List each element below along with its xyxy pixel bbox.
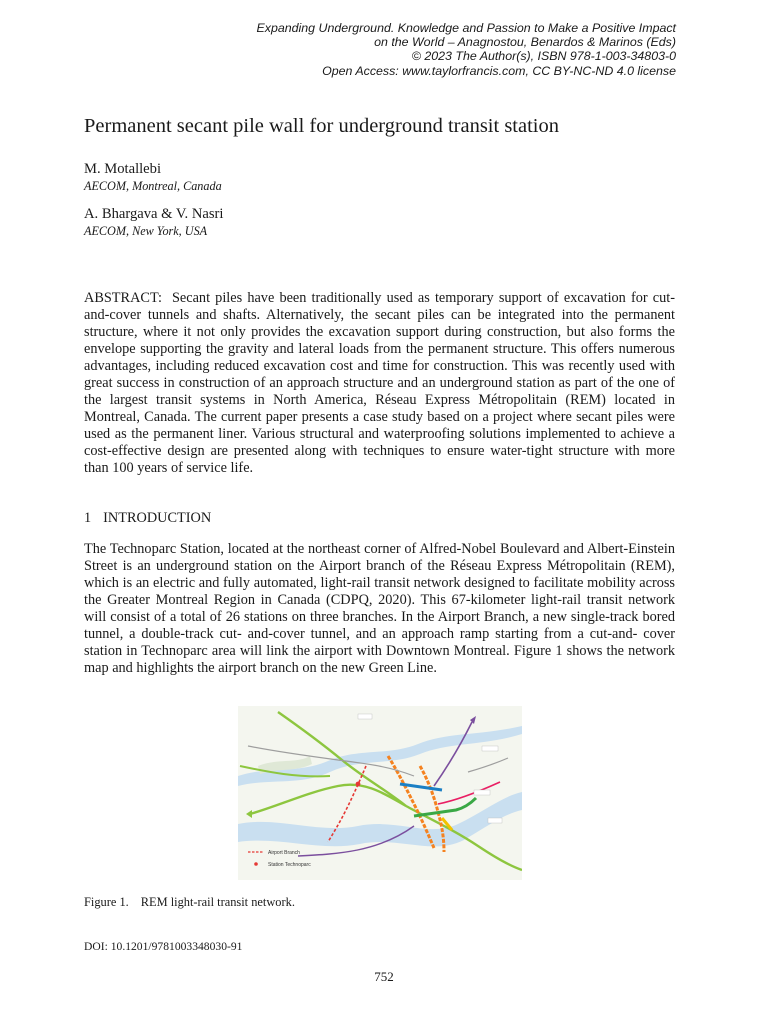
network-map-figure	[238, 706, 522, 880]
station-label-box	[474, 790, 490, 795]
page-number: 752	[374, 969, 394, 984]
header-line: on the World – Anagnostou, Benardos & Marinos (Eds)	[374, 35, 676, 50]
author-affiliation: AECOM, Montreal, Canada	[84, 179, 222, 193]
paper-title: Permanent secant pile wall for underground transit station	[84, 115, 559, 137]
figure-label: Figure 1.	[84, 895, 129, 909]
publication-header	[76, 21, 676, 78]
section-title: INTRODUCTION	[103, 510, 212, 526]
abstract-label: ABSTRACT:	[84, 290, 162, 306]
technoparc-station-marker	[356, 782, 361, 787]
author-name: A. Bhargava & V. Nasri	[84, 206, 224, 222]
figure-caption	[84, 894, 295, 910]
author-name: M. Motallebi	[84, 161, 162, 177]
doi: DOI: 10.1201/9781003348030-91	[84, 940, 243, 953]
legend-airport-branch: Airport Branch	[268, 849, 300, 856]
abstract	[84, 290, 675, 478]
header-line: Open Access: www.taylorfrancis.com, CC BY-NC-ND 4.0 license	[322, 63, 676, 78]
legend-station-technoparc: Station Technoparc	[268, 861, 311, 868]
abstract-text: Secant piles have been traditionally used as temporary support of excavation for cut-and-cover tunnels and shafts. Alternatively, the secant piles can be integrated into the permanent structure, where it not only provides the excavation support during construction, but also forms the envelope supporting the gravity and lateral loads from the permanent structure. This offers numerous advantages, including reduced excavation cost and time for construction. This was recently used with great success in construction of an approach structure and an underground station as part of the one of the largest transit systems in North America, Réseau Express Métropolitain (REM) located in Montreal, Canada. The current paper presents a case study based on a project where secant piles were used as the permanent liner. Various structural and waterproofing solutions implemented to achieve a cost-effective design are presented along with techniques to ensure water-tight structure with more than 100 years of service life.	[84, 290, 675, 477]
header-line: Expanding Underground. Knowledge and Passion to Make a Positive Impact	[256, 21, 676, 35]
station-label-box	[358, 714, 372, 719]
section-heading	[84, 509, 211, 527]
station-label-box	[482, 746, 498, 751]
section-number: 1	[84, 510, 92, 526]
author-affiliation: AECOM, New York, USA	[84, 224, 208, 238]
network-map	[238, 706, 522, 880]
header-line: © 2023 The Author(s), ISBN 978-1-003-34803-0	[411, 49, 676, 64]
station-label-box	[488, 818, 502, 823]
intro-paragraph: The Technoparc Station, located at the northeast corner of Alfred-Nobel Boulevard and Albert-Einstein Street is an underground station on the Airport branch of the Réseau Express Métropolitain (REM), which is an electric and fully automated, light-rail transit network designed to facilitate mobility across the Greater Montreal Region in Canada (CDPQ, 2020). This 67-kilometer light-rail transit network will consist of a total of 26 stations on three branches. In the Airport Branch, a new single-track bored tunnel, a double-track cut- and-cover tunnel, and an approach ramp starting from a cut-and- cover station in Technoparc area will link the airport with Downtown Montreal. Figure 1 shows the network map and highlights the airport branch on the new Green Line.	[84, 541, 675, 677]
figure-caption-text: REM light-rail transit network.	[140, 895, 295, 909]
legend-station-swatch	[254, 862, 258, 866]
